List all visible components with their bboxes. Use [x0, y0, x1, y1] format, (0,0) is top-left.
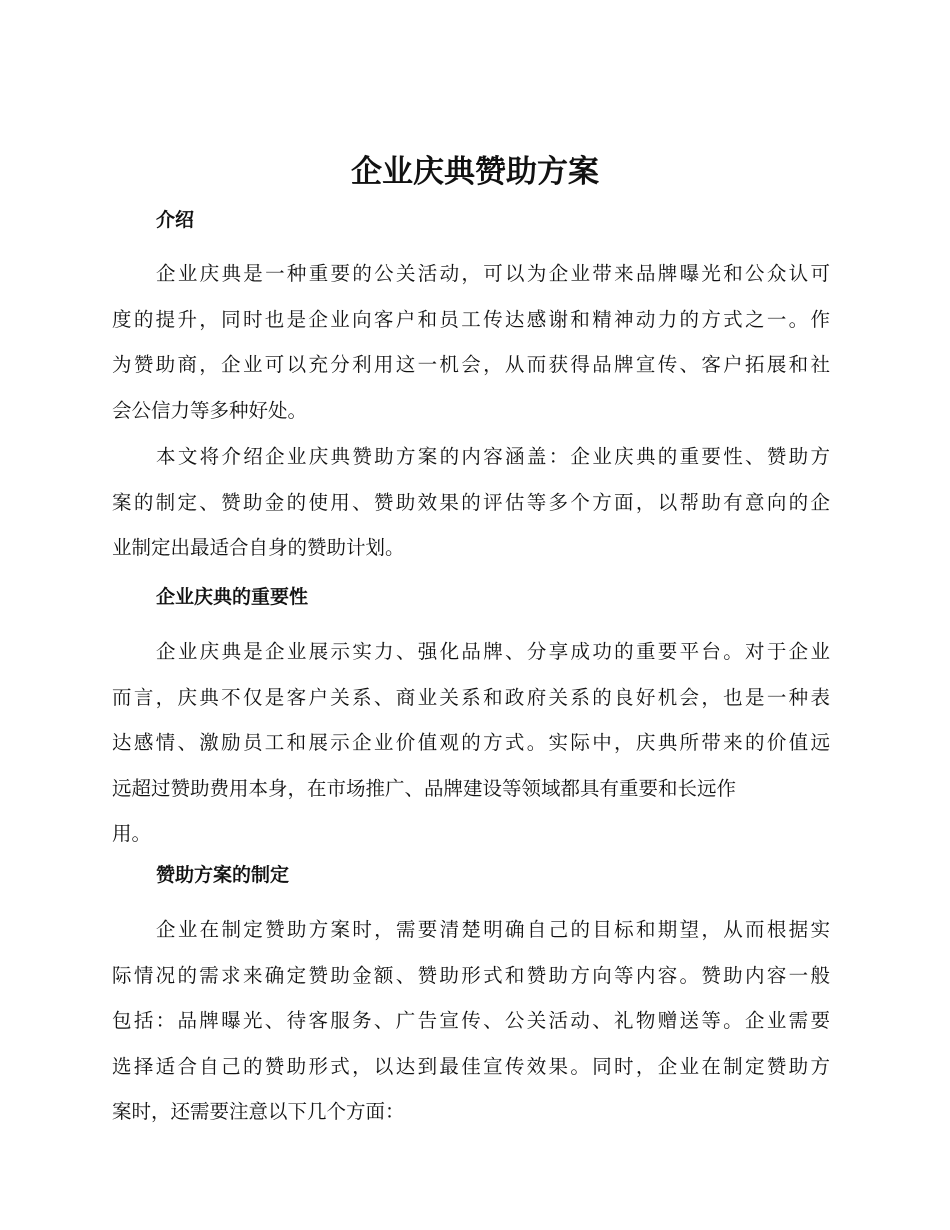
paragraph-line: 案的制定、赞助金的使用、赞助效果的评估等多个方面，以帮助有意向的企 [112, 490, 830, 514]
paragraph-line: 企业在制定赞助方案时，需要清楚明确自己的目标和期望，从而根据实 [156, 918, 830, 941]
section-heading-importance: 企业庆典的重要性 [156, 586, 309, 608]
section-heading-introduction: 介绍 [156, 209, 195, 231]
section-heading-plan-formulation: 赞助方案的制定 [156, 864, 290, 886]
paragraph [112, 434, 830, 571]
paragraph-line: 为赞助商，企业可以充分利用这一机会，从而获得品牌宣传、客户拓展和社 [112, 353, 830, 376]
paragraph-line: 业制定出最适合自身的赞助计划。 [112, 536, 405, 559]
paragraph-line: 用。 [112, 822, 152, 845]
paragraph [112, 907, 830, 1135]
paragraph-line: 会公信力等多种好处。 [112, 398, 308, 422]
paragraph-line: 包括：品牌曝光、待客服务、广告宣传、公关活动、礼物赠送等。企业需要 [112, 1009, 830, 1032]
paragraph [112, 629, 830, 857]
paragraph-line: 远超过赞助费用本身，在市场推广、品牌建设等领域都具有重要和长远作 [112, 776, 737, 800]
document-title: 企业庆典赞助方案 [351, 154, 599, 190]
paragraph-line: 本文将介绍企业庆典赞助方案的内容涵盖：企业庆典的重要性、赞助方 [156, 445, 830, 468]
paragraph-line: 企业庆典是一种重要的公关活动，可以为企业带来品牌曝光和公众认可 [156, 262, 830, 285]
paragraph-line: 度的提升，同时也是企业向客户和员工传达感谢和精神动力的方式之一。作 [112, 307, 830, 331]
paragraph-line: 达感情、激励员工和展示企业价值观的方式。实际中，庆典所带来的价值远 [112, 731, 830, 754]
paragraph-line: 际情况的需求来确定赞助金额、赞助形式和赞助方向等内容。赞助内容一般 [112, 963, 830, 987]
paragraph-line: 企业庆典是企业展示实力、强化品牌、分享成功的重要平台。对于企业 [156, 640, 830, 663]
paragraph [112, 251, 830, 433]
paragraph-line: 选择适合自己的赞助形式，以达到最佳宣传效果。同时，企业在制定赞助方 [112, 1054, 830, 1078]
paragraph-line: 案时，还需要注意以下几个方面： [112, 1100, 405, 1123]
paragraph-line: 而言，庆典不仅是客户关系、商业关系和政府关系的良好机会，也是一种表 [112, 685, 830, 709]
